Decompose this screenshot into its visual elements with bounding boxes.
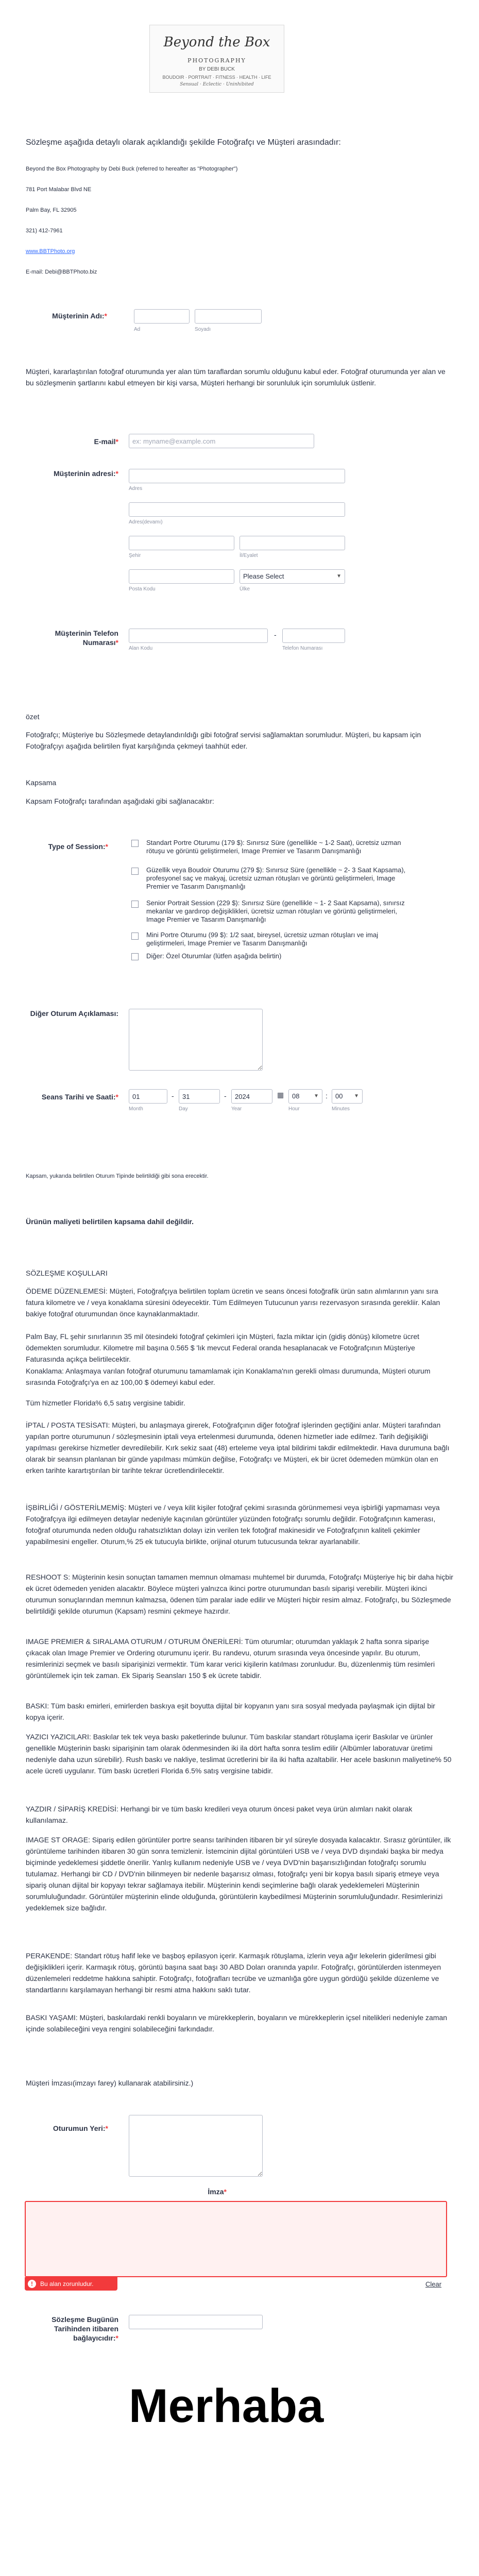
clear-signature-button[interactable]: Clear [425,2280,442,2288]
responsibility-text: Müşteri, kararlaştırılan fotoğraf oturumunda yer alan tüm taraflardan sorumlu olduğunu kabul eder. Fotoğraf oturumunda yer alan ve bu sözleşmenin şartlarını kabul etmeyen bir kişi varsa, Müşteri herhangi bir sorunluluk için sorumluluk üstlenir. [26,367,446,387]
country-select[interactable]: Please Select ▼ [239,569,345,584]
zip-input[interactable] [129,569,234,584]
month-sublabel: Month [129,1106,143,1112]
day-sublabel: Day [179,1106,188,1112]
session-option-mini-label: Mini Portre Oturumu (99 $): 1/2 saat, bireysel, ücretsiz uzman rötuşları ve imaj geliştirmeleri, Image Premier ve Tasarım Danışmanlığı [146,931,379,947]
signature-pad[interactable] [25,2201,447,2277]
email-input[interactable] [129,434,314,448]
year-sublabel: Year [231,1106,242,1112]
session-date-label: Seans Tarihi ve Saati:* [41,1093,118,1101]
date-year-input[interactable] [231,1089,272,1104]
terms-image-premier: IMAGE PREMIER & SIRALAMA OTURUM / OTURUM ÖNERİLERİ: Tüm oturumlar; oturumdan yaklaşık 2 hafta sonra siparişe çıkacak olan Image Premier ve Ordering oturumunu içerir. Bu randevu, oturum sırasında veya öncesinde yapılır. Bu oturum, resimlerinizi seçmek ve basılı siparişinizi vermektir. Tüm karar verici kişilerin katılması zorunludur. Bu, düzenlenmiş tüm resimleri görüntülemek için tek zaman. Ek Sipariş Seansları 150 $ ek ücrete tabidir. [26,1637,435,1680]
logo-byline: BY DEBI BUCK [199,66,235,72]
terms-print: BASKI: Tüm baskı emirleri, emirlerden baskıya eşit boyutta dijital bir kopyanın yanı sıra sosyal medyada paylaşmak için dijital bir kopya içerir. [26,1702,435,1721]
date-sep-1: - [172,1092,174,1100]
terms-heading: SÖZLEŞME KOŞULLARI [26,1269,108,1277]
time-colon: : [326,1092,328,1100]
other-session-label: Diğer Oturum Açıklaması: [30,1009,118,1018]
street-address-input[interactable] [129,469,345,483]
session-option-boudoir-label: Güzellik veya Boudoir Oturumu (279 $): Sınırsız Süre (genellikle ~ 2- 3 Saat Kapsama), profesyonel saç ve makyaj, ücretsiz uzman rötuşları ve görüntü geliştirmeleri, Image Premier ve Tasarım Danışmanlığı [146,866,406,890]
zip-sublabel: Posta Kodu [129,586,156,592]
terms-mileage: Palm Bay, FL şehir sınırlarının 35 mil ötesindeki fotoğraf çekimleri için Müşteri, fazla miktar için (gidiş dönüş) kilometre ücret ödemekten sorumludur. Kilometre mil başına 0.565 $ 'lık mevcut Federal oranda hesaplanacak ve Fotoğrafçının Müşteriye Faturasında açıkça belirtilecektir. [26,1332,420,1363]
date-day-input[interactable] [179,1089,220,1104]
calendar-icon[interactable]: ▦ [277,1091,284,1099]
street-sublabel: Adres [129,486,143,492]
phone-label: Müşterinin Telefon Numarası* [55,629,118,647]
terms-payment: ÖDEME DÜZENLEMESİ: Müşteri, Fotoğrafçıya belirtilen toplam ücretin ve seans öncesi fotoğrafik ürün satın alımlarının yanı sıra fatura kilometre ve / veya konaklama süresini ödeyecektir. Tüm Edilmeyen Tutucunun yarısı rezervasyon sırasında gerekliir. Kalan bakiye fotoğraf oturumundan önce kaynaklanmaktadır. [26,1287,440,1318]
terms-print-life: BASKI YAŞAMI: Müşteri, baskılardaki renkli boyaların ve mürekkeplerin, boyaların ve mürekkeplerin içsel nitelikleri nedeniyle zaman içinde solabileceğini veya rengini solabileceğini farkındadır. [26,2013,448,2033]
date-month-input[interactable] [129,1089,167,1104]
chevron-down-icon: ▼ [314,1093,319,1099]
summary-heading: özet [26,713,40,721]
terms-tax: Tüm hizmetler Florida% 6,5 satış vergisine tabidir. [26,1399,185,1407]
session-option-checkbox-mini[interactable] [131,933,139,940]
area-code-input[interactable] [129,629,268,643]
session-option-checkbox-senior[interactable] [131,901,139,908]
session-type-label: Type of Session:* [48,842,108,851]
location-label: Oturumun Yeri:* [53,2124,108,2132]
location-textarea[interactable] [129,2115,263,2177]
first-name-sublabel: Ad [134,327,141,332]
hour-sublabel: Hour [288,1106,300,1112]
city-sublabel: Şehir [129,553,141,558]
other-session-textarea[interactable] [129,1009,263,1071]
phone-number-sublabel: Telefon Numarası [282,646,323,651]
first-name-input[interactable] [134,309,190,324]
company-website-link[interactable]: www.BBTPhoto.org [26,248,75,255]
city-input[interactable] [129,536,234,550]
cost-note: Ürünün maliyeti belirtilen kapsama dahil değildir. [26,1217,194,1226]
intro-heading: Sözleşme aşağıda detaylı olarak açıklandığı şekilde Fotoğrafçı ve Müşteri arasındadır: [26,138,341,147]
chevron-down-icon: ▼ [336,573,341,579]
coverage-heading: Kapsama [26,778,57,787]
email-label: E-mail* [94,437,118,446]
terms-cancellation: İPTAL / POSTA TESİSATI: Müşteri, bu anlaşmaya girerek, Fotoğrafçının diğer fotoğraf işlerinden geçtiğini anlar. Müşteri tarafından yapılan portre oturumunun / sözleşmesinin iptali veya ertelenmesi durumunda, ödenen hizmetler iade edilmez. Tarih değişikliği yapılması gerekirse hizmetler devredilebilir. Kırk sekiz saat (48) erteleme veya iptal bildirimi takdir edilmektedir. Hava durumuna bağlı olarak bir seansın planlanan bir günde yapılması mümkün değilse, Fotoğrafçı ve Müşteri, ek bir ücret ödemeden mümkün olan en erken tarihte karartıştırılan bir tarihte tekrar ücretlendirilecektir. [26,1421,450,1475]
terms-cooperation: İŞBİRLİĞİ / GÖSTERİLMEMİŞ: Müşteri ve / veya kilit kişiler fotoğraf çekimi sırasında görünmemesi veya işbirliği yapmaması veya Fotoğrafçıya ilgi edilmeyen detaylar nedeniyle kaçınılan görüntüler yüzünden fotoğrafçı sorumlu değildir. Fotoğrafçının kamerası, fotoğraf oturumunda neden olduğu rahatsızlıktan dolayı izin verilen tek fotoğraf makinesidir ve Fotoğrafçının kaliteli çekimler yapabilmesini engeller. Oturum,% 25 ek tutucuyla birlikte, orijinal oturum tutucusunda tekrar ayarlanabilir. [26,1503,440,1546]
terms-reshoot: RESHOOT S: Müşterinin kesin sonuçtan tamamen memnun olmaması muhtemel bir durumda, Fotoğrafçı Müşteriye hiç bir daha hiçbir ek ücret ödemeden yeniden alacaktır. Böylece müşteri yalnızca ikinci portre oturumundan basılı siparişi verebilir. Müşteri ikinci oturumun sonuçlarından memnun kalmazsa, ödenen tüm paralar iade edilir ve Müşteri hiçbir resim almaz. Fotoğrafçı, bu Sözleşmede belirtildiği şekilde oturumun (Kapsam) resmini çekmeye hazırdır. [26,1573,453,1615]
agreement-date-input[interactable] [129,2315,263,2329]
coverage-text: Kapsam Fotoğrafçı tarafından aşağıdaki gibi sağlanacaktır: [26,797,214,805]
terms-printers: YAZICI YAZICILARI: Baskılar tek tek veya baskı paketlerinde bulunur. Tüm baskılar standart rötuşlama içerir Baskılar ve ürünler genellikle Müşterinin baskı siparişinin tam olarak ödenmesinden iki ila dört hafta sonra teslim edilir (Albümler laboratuvar üretimi nedeniyle daha uzun sürebilir). Rush baskı ve nakliye, teslimat ücretlerini bir ila iki hafta azaltabilir. Her acele baskının maliyetine% 50 acele ücreti uygulanır. Tüm baskı ücretleri Florida 6.5% satış vergisine tabidir. [26,1733,452,1775]
signature-error-text: Bu alan zorunludur. [40,2280,94,2287]
company-city: Palm Bay, FL 32905 [26,207,77,213]
minute-sublabel: Minutes [332,1106,350,1112]
merhaba-heading: Merhaba [129,2380,324,2432]
signature-label: İmza* [208,2188,227,2196]
logo-subtitle: PHOTOGRAPHY [187,57,246,64]
scope-text: Fotoğrafçı; Müşteriye bu Sözleşmede detaylandırıldığı gibi fotoğraf servisi sağlamaktan sorumludur. Müşteri, bu kapsam için Fotoğrafçıyı aşağıda belirtilen fiyat karşılığında çekmeyi taahhüt eder. [26,731,421,750]
terms-lodging: Konaklama: Anlaşmaya varılan fotoğraf oturumunu tamamlamak için Konaklama'nın gerekli olması durumunda, Müşteri oturum sırasında Fotoğrafçı'ya en az 100,00 $ ödemeyi kabul eder. [26,1367,431,1386]
country-sublabel: Ülke [239,586,250,592]
area-code-sublabel: Alan Kodu [129,646,153,651]
warning-icon: ! [28,2280,36,2288]
state-input[interactable] [239,536,345,550]
phone-dash: - [274,631,277,639]
company-street: 781 Port Malabar Blvd NE [26,187,92,193]
signature-note: Müşteri İmzası(imzayı farey) kullanarak atabilirsiniz.) [26,2079,194,2087]
company-logo [149,25,284,93]
session-end-note: Kapsam, yukarıda belirtilen Oturum Tipinde belirtildiği gibi sona erecektir. [26,1173,209,1179]
phone-number-input[interactable] [282,629,345,643]
session-option-checkbox-boudoir[interactable] [131,868,139,875]
session-option-senior-label: Senior Portrait Session (229 $): Sınırsız Süre (genellikle ~ 1- 2 Saat Kapsama), sınırsız mekanlar ve gardırop değişiklikleri, ücretsiz uzman rötuşları ve görüntü geliştirmeleri, Image Premier ve Tasarım Danışmanlığı [146,899,405,923]
last-name-input[interactable] [195,309,262,324]
street-address-line2-input[interactable] [129,502,345,517]
company-phone: 321) 412-7961 [26,228,63,234]
terms-image-storage: IMAGE ST ORAGE: Sipariş edilen görüntüler portre seansı tarihinden itibaren bir yıl süreyle dosyada kalacaktır. Sırasız görüntüler, ilk görüntüleme tarihinden itibaren 30 gün sonra temizlenir. İstemcinin dijital görüntüleri USB ve / veya DVD dışındaki başka bir medya biçiminde yedeklemesi şiddetle önerilir. Yanlış kullanım nedeniyle USB ve / veya DVD'nin başarısızlığından fotoğrafçı sorumlu tutulamaz. Herhangi bir CD / DVD'nin bilinmeyen bir nedenle başarısız olması, fotoğrafçı yeni bir kopya basılı sipariş etmeye veya sipariş olunan dijital bir kopyayı tekrar sağlamaya itebilir. Müşterinin kendi seçimlerine bağlı olarak yedeklemeleri Müşterinin sorumluluğundadır. Görüntüler müşterinin elinde olduğunda, görüntülerin kaybedilmesi Müşterinin sorumluluğundadır. Resimlerinizi yedeklemek size bağlıdır. [26,1836,451,1912]
terms-print-credit: YAZDIR / SİPARİŞ KREDİSİ: Herhangi bir ve tüm baskı kredileri veya oturum öncesi paket veya ürün alımları nakit olarak kullanılamaz. [26,1805,413,1824]
logo-tagline: BOUDOIR · PORTRAIT · FITNESS · HEALTH · LIFE [162,75,271,80]
client-name-label: Müşterinin Adı:* [52,312,107,320]
last-name-sublabel: Soyadı [195,327,211,332]
hour-select[interactable]: 08 ▼ [288,1089,322,1104]
minute-select[interactable]: 00 ▼ [332,1089,363,1104]
session-option-checkbox-standard[interactable] [131,840,139,847]
logo-motto: Sensual · Eclectic · Uninhibited [180,82,254,87]
session-option-standard-label: Standart Portre Oturumu (179 $): Sınırsız Süre (genellikle ~ 1-2 Saat), ücretsiz uzman rötuşu ve görüntü geliştirmeleri, Image Premier ve Tasarım Danışmanlığı [146,839,401,855]
street2-sublabel: Adres(devamı) [129,519,163,525]
terms-retouching: PERAKENDE: Standart rötuş hafif leke ve başboş epilasyon içerir. Karmaşık rötuşlama, izlerin veya ağır lekelerin giderilmesi gibi değişiklikleri içerir. Karmaşık rötuş, görüntü başına saat başı 30 ABD Doları oranında yapılır. Fotoğrafçı, görüntülerden istenmeyen düzenlemeleri reddetme hakkına sahiptir. Fotoğrafçı, fotoğrafları tecrübe ve uzmanlığa göre uygun gördüğü şekilde düzenleme ve standartlarını karşılamayan herhangi bir resmi atma hakkını saklı tutar. [26,1952,441,1994]
address-label: Müşterinin adresi:* [53,469,118,478]
company-name: Beyond the Box Photography by Debi Buck (referred to hereafter as "Photographer") [26,166,238,172]
session-option-checkbox-other[interactable] [131,953,139,960]
agreement-date-label: Sözleşme Bugünün Tarihinden itibaren bağlayıcıdır:* [52,2315,118,2342]
signature-error-banner [25,2277,117,2291]
chevron-down-icon: ▼ [354,1093,359,1099]
date-sep-2: - [224,1092,227,1100]
logo-title: Beyond the Box [163,35,270,50]
state-sublabel: İl/Eyalet [239,553,258,558]
company-email: E-mail: Debi@BBTPhoto.biz [26,269,97,275]
session-option-other-label: Diğer: Özel Oturumlar (lütfen aşağıda belirtin) [146,952,282,960]
